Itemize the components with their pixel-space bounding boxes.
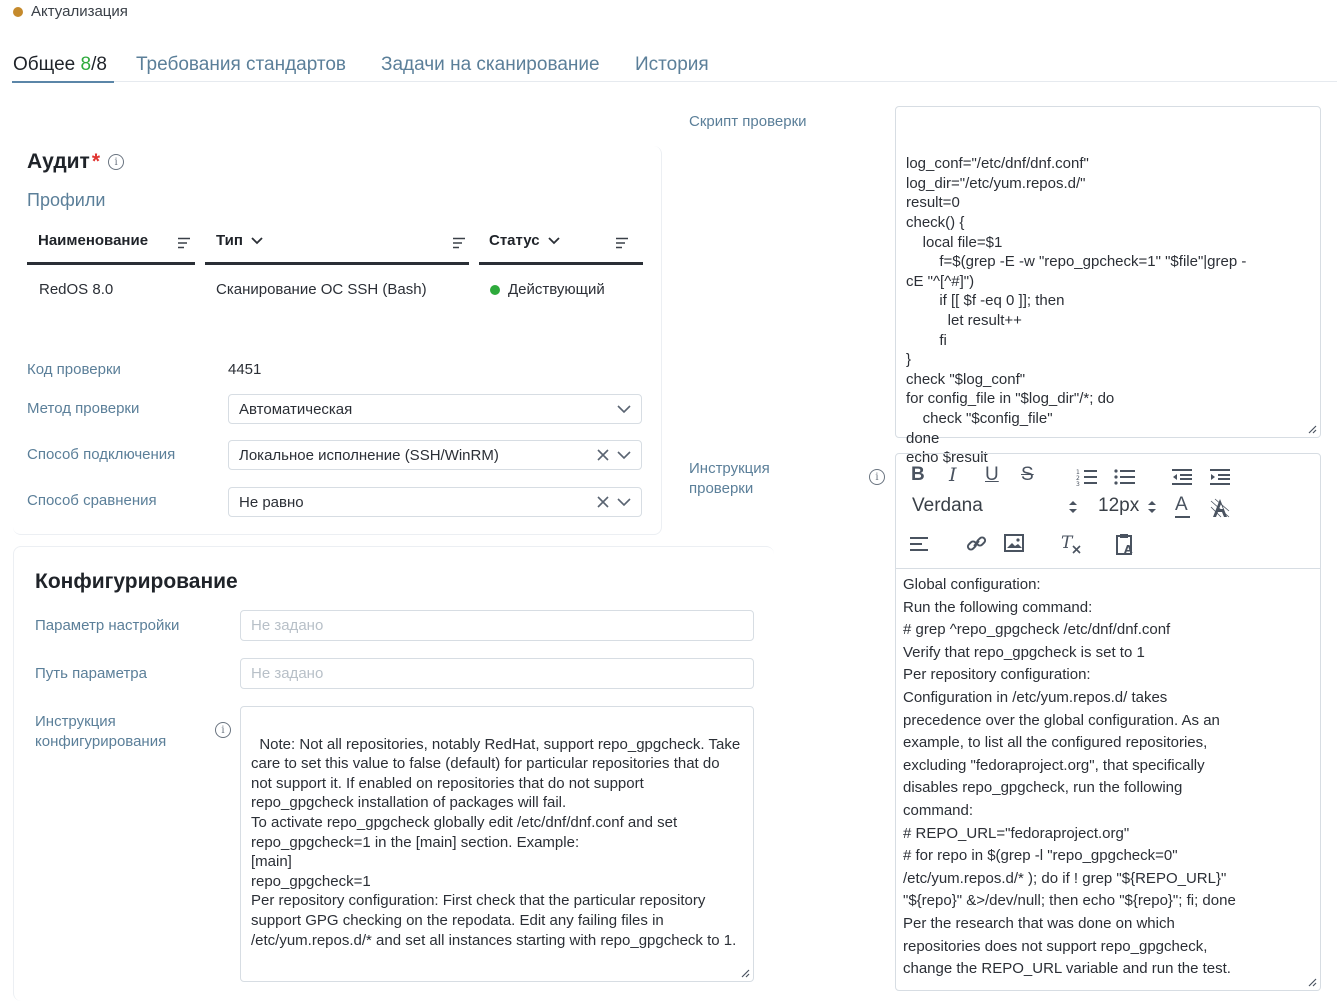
script-line: done [906,429,940,447]
italic-icon[interactable]: I [949,464,957,486]
status-label: Актуализация [31,3,128,20]
tab-general-count-done: 8 [80,54,92,75]
script-line: echo $result [906,449,988,467]
image-icon[interactable] [1004,534,1024,552]
connection-select-value: Локальное исполнение (SSH/WinRM) [239,446,499,464]
instruction-text [903,574,1315,981]
instruction-line: example, to list all the configured repositories, [903,734,1208,752]
column-header-name[interactable]: Наименование [38,232,149,249]
outdent-icon[interactable] [1171,468,1193,486]
comparison-select-value: Не равно [239,493,304,511]
instruction-line: # for repo in $(grep -l "repo_gpgcheck=0" [903,847,1178,865]
script-line: local file=$1 [906,233,1003,251]
font-size-stepper-icon[interactable] [1147,500,1157,514]
script-line: f=$(grep -E -w "repo_gpcheck=1" "$file"|grep - [906,253,1247,271]
font-size-select[interactable]: 12px [1098,495,1140,516]
path-label: Путь параметра [35,665,147,682]
instruction-line: "${repo}" &>/dev/null; then echo "${repo}"; fi; done [903,892,1236,910]
instruction-line: excluding "fedoraproject.org", that specifically [903,756,1205,774]
script-line: check "$log_conf" [906,370,1026,388]
tab-general-count-sep: / [91,54,97,75]
instruction-line: command: [903,801,974,819]
script-line: check() { [906,213,965,231]
method-select[interactable] [228,394,642,424]
font-family-select[interactable]: Verdana [912,495,983,516]
instruction-line: Configuration in /etc/yum.repos.d/ takes [903,688,1168,706]
script-label: Скрипт проверки [689,113,807,130]
instruction-line: # REPO_URL="fedoraproject.org" [903,824,1130,842]
chevron-down-icon[interactable] [617,451,631,459]
resize-handle-icon[interactable] [1307,424,1317,434]
svg-text:1: 1 [1076,469,1080,476]
audit-card [13,146,662,535]
config-instruction-text: Note: Not all repositories, notably RedHat, support repo_gpgcheck. Take care to set this value to false (default) for particular repositories that do not support it. If enabled on repositories that do not support repo_gpgcheck installation of packages will fail. To activate repo_gpgcheck globally edit /etc/dnf/dnf.conf and set repo_gpgcheck=1 in the [main] section. Example: [main] repo_gpgcheck=1 Per repository configuration: First check that the particular repository support GPG checking on the repodata. Edit any failing files in /etc/yum.repos.d/* and set all instances starting with repo_gpgcheck to 1. [251,735,741,949]
tab-general-label: Общее [13,54,76,75]
instruction-label: Инструкция проверки [689,460,770,497]
comparison-select[interactable] [228,487,642,517]
script-code [906,154,1310,468]
instruction-line: repositories does not support repo_gpgcheck, [903,937,1208,955]
column-header-status-label: Статус [489,232,540,249]
bold-icon[interactable]: B [911,464,925,485]
profiles-label: Профили [27,190,106,210]
tab-history[interactable]: История [635,54,709,75]
align-left-icon[interactable] [909,536,929,552]
paste-text-icon[interactable] [1115,533,1137,555]
svg-text:T: T [1061,533,1073,553]
config-instruction-label: Инструкция конфигурирования [35,713,167,750]
chevron-down-icon [251,237,263,245]
info-icon[interactable]: i [869,469,885,485]
script-line: let result++ [906,311,1022,329]
text-color-icon[interactable]: A [1175,494,1188,515]
instruction-line: Per repository configuration: [903,666,1091,684]
active-tab-underline [12,81,114,83]
chevron-down-icon[interactable] [617,405,631,413]
underline-icon[interactable]: U [985,464,999,485]
profile-status [490,281,605,298]
clear-formatting-icon[interactable] [1060,533,1082,554]
sort-icon[interactable] [615,237,629,249]
info-icon[interactable]: i [215,722,231,738]
column-header-underline [205,262,469,265]
tab-standards[interactable]: Требования стандартов [136,54,347,75]
font-family-stepper-icon[interactable] [1068,500,1078,514]
sort-icon[interactable] [177,237,191,249]
resize-handle-icon[interactable] [740,968,750,978]
bullet-list-icon[interactable] [1114,468,1136,486]
column-header-status[interactable] [489,232,560,249]
instruction-line: Global configuration: [903,576,1041,593]
instruction-content[interactable] [903,574,1315,981]
script-line: check "$config_file" [906,409,1053,427]
instruction-editor [895,453,1321,991]
script-line: log_conf="/etc/dnf/dnf.conf" [906,155,1089,173]
ordered-list-icon[interactable] [1076,468,1098,486]
clear-icon[interactable] [597,449,609,461]
script-line: fi [906,331,947,349]
instruction-line: Per the research that was done on which [903,914,1175,932]
instruction-line: disables repo_gpgcheck, run the following [903,779,1183,797]
text-color-underline [1175,516,1190,518]
instruction-line: change the REPO_URL variable and run the test. [903,960,1231,978]
svg-text:2: 2 [1076,475,1080,482]
config-instruction-textarea[interactable] [240,706,754,982]
tab-general[interactable] [13,54,107,76]
status-active-dot [490,285,500,295]
audit-title [27,150,124,174]
chevron-down-icon [548,237,560,245]
status-dot [13,7,23,17]
clear-icon[interactable] [597,496,609,508]
method-label: Метод проверки [27,400,140,417]
script-line: if [[ $f -eq 0 ]]; then [906,292,1065,310]
connection-select[interactable] [228,440,642,470]
profile-name[interactable]: RedOS 8.0 [39,281,114,298]
instruction-line: /etc/yum.repos.d/* ); do if ! grep "${REPO_URL}" [903,869,1227,887]
path-input-placeholder: Не задано [251,665,324,682]
instruction-line: Run the following command: [903,598,1093,616]
indent-icon[interactable] [1209,468,1231,486]
editor-toolbar [896,454,1320,569]
method-select-value: Автоматическая [239,400,353,418]
required-mark: * [91,150,101,173]
connection-label: Способ подключения [27,446,176,463]
tab-general-count-total: 8 [96,54,107,75]
instruction-line: Verify that repo_gpgcheck is set to 1 [903,643,1145,661]
info-icon[interactable]: i [108,154,124,170]
strikethrough-icon[interactable]: S [1021,464,1034,485]
profile-status-label: Действующий [508,281,605,298]
link-icon[interactable] [966,533,987,554]
check-code-label: Код проверки [27,361,121,378]
config-title: Конфигурирование [35,570,238,593]
param-label: Параметр настройки [35,617,180,634]
script-line: cE "^[^#]") [906,272,975,290]
sort-icon[interactable] [452,237,466,249]
svg-text:3: 3 [1076,481,1080,488]
chevron-down-icon[interactable] [617,498,631,506]
column-header-type[interactable] [216,232,263,249]
column-header-underline [479,262,643,265]
script-line: for config_file in "$log_dir"/*; do [906,390,1115,408]
script-line: log_dir="/etc/yum.repos.d/" [906,174,1086,192]
highlight-color-icon[interactable] [1209,497,1231,519]
param-input-placeholder: Не задано [251,617,324,634]
profile-type: Сканирование ОС SSH (Bash) [216,281,427,298]
instruction-line: precedence over the global configuration. As an [903,711,1220,729]
param-input[interactable] [240,610,754,641]
tab-scan-tasks[interactable]: Задачи на сканирование [381,54,600,75]
resize-handle-icon[interactable] [1307,977,1317,987]
svg-text:A: A [1124,543,1133,556]
script-textarea[interactable] [895,106,1321,467]
column-header-type-label: Тип [216,232,243,249]
comparison-label: Способ сравнения [27,492,157,509]
tabs-divider [12,81,1337,82]
status-indicator [13,3,128,20]
path-input[interactable] [240,658,754,689]
script-line: } [906,351,912,369]
audit-title-text: Аудит [27,150,90,173]
instruction-line: # grep ^repo_gpgcheck /etc/dnf/dnf.conf [903,621,1171,639]
column-header-underline [27,262,195,265]
script-line: result=0 [906,194,960,212]
check-code-value: 4451 [228,361,262,378]
